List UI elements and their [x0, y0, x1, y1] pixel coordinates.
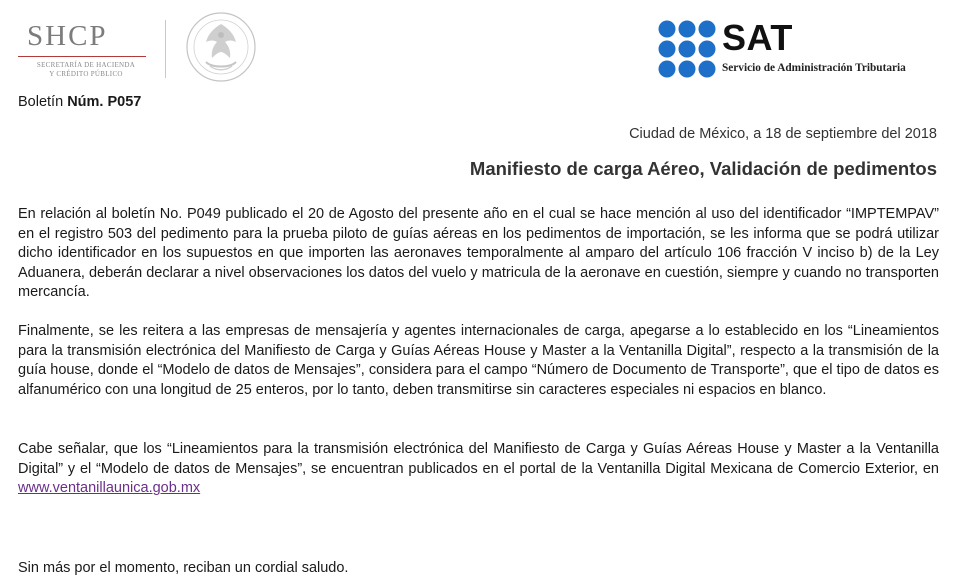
- paragraph-2: Finalmente, se les reitera a las empresas de mensajería y agentes internacionales de carga, apegarse a lo establecido en los “Lineamientos para la transmisión electrónica del Manifiesto de Carga y Guías Aéreas House y Master a la Ventanilla Digital”, respecto a la transmisión de la guía house, donde el “Modelo de datos de Mensajes”, considera para el campo “Número de Documento de Transporte”, que el tipo de datos es alfanumérico con una longitud de 25 enteros, por lo tanto, deben transmitirse sin caracteres especiales ni espacios en blanco.: [18, 323, 939, 398]
- bulletin-prefix: Boletín: [18, 94, 64, 110]
- closing-line: Sin más por el momento, reciban un cordial saludo.: [18, 560, 349, 576]
- bulletin-number: [18, 94, 141, 110]
- national-seal-icon: [184, 10, 258, 84]
- document-title: Manifiesto de carga Aéreo, Validación de pedimentos: [469, 158, 937, 179]
- sat-dots-icon: [658, 20, 716, 78]
- paragraph-3: [18, 440, 939, 499]
- sat-logo-subtitle: Servicio de Administración Tributaria: [722, 62, 906, 74]
- sat-logo-text: SAT: [722, 17, 793, 58]
- paragraph-3-text: Cabe señalar, que los “Lineamientos para la transmisión electrónica del Manifiesto de Carga y Guías Aéreas House y Master a la Ventanilla Digital” y el “Modelo de datos de Mensajes”, se encuentran publicados en el portal de la Ventanilla Digital Mexicana de Comercio Exterior, en: [18, 441, 939, 477]
- letterhead: [0, 0, 953, 90]
- shcp-logo-rule: [18, 56, 146, 57]
- shcp-logo-text: SHCP: [27, 20, 108, 52]
- bulletin-id: Núm. P057: [67, 94, 142, 110]
- ventanilla-unica-link[interactable]: www.ventanillaunica.gob.mx: [18, 480, 201, 497]
- date-line: Ciudad de México, a 18 de septiembre del 2018: [629, 126, 937, 142]
- shcp-logo-subtitle-2: Y CRÉDITO PÚBLICO: [49, 70, 123, 78]
- paragraph-1: En relación al boletín No. P049 publicado el 20 de Agosto del presente año en el cual se hace mención al uso del identificador “IMPTEMPAV” en el registro 503 del pedimento para la prueba piloto de guías aéreas en los pedimentos de importación, se les informa que se podrá utilizar dicho identificador en los supuestos en que importen las aeronaves temporalmente al amparo del artículo 106 fracción V inciso b) de la Ley Aduanera, deberán declarar a nivel observaciones los datos del vuelo y matricula de la aeronave en cuestión, siempre y cuando no transporten mercancía.: [18, 206, 939, 301]
- header-divider: [165, 20, 166, 78]
- shcp-logo-subtitle-1: SECRETARÍA DE HACIENDA: [36, 61, 136, 69]
